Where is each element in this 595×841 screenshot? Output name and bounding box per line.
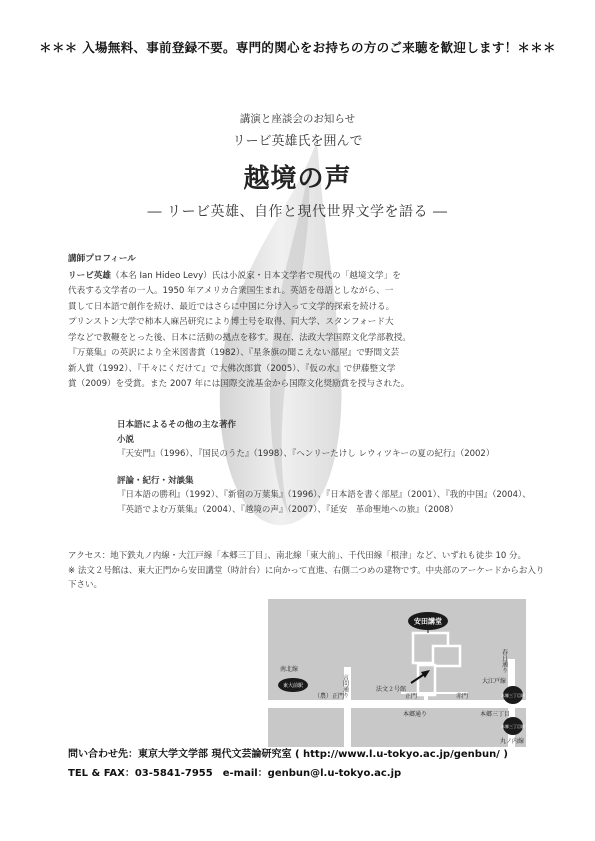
oedo-label: 大江戸線 [481,678,506,685]
campus-map [268,599,526,747]
profile-line: 代表する文学者の一人。1950 年アメリカ合衆国生まれ。英語を母語としながら、一 [68,286,394,296]
profile-name: リービ英雄 [68,270,111,281]
page-title: 越境の声 [243,164,352,194]
station-hongo-label-2: 本郷三丁目駅 [501,724,525,729]
admission-banner: ＊＊＊ 入場無料、事前登録不要。専門的関心をお持ちの方のご来聴を歓迎します！＊＊＊ [39,40,556,55]
map-background [268,599,526,747]
profile-line: 賞（2009）を受賞。また 2007 年には国際交流基金から国際文化奨励賞を授与された。 [68,379,410,389]
station-hongo-label: 本郷三丁目駅 [501,693,525,698]
hobun-building [418,665,435,695]
campus-building [433,646,460,666]
access-line: アクセス：地下鉄丸ノ内線・大江戸線「本郷三丁目」、南北線「東大前」、千代田線「根津」など、いずれも徒歩 10 分。 [68,551,526,561]
hongo-dori-road [268,700,526,708]
speaker-line: リービ英雄氏を囲んで [232,134,363,149]
kasuga-label: 春日通り [500,649,508,673]
event-notice: 講演と座談会のお知らせ [239,113,356,125]
access-note: ※ 法文２号館は、東大正門から安田講堂（時計台）に向かって直進、右側二つめの建物です。中央部のアーケードからお入り [68,565,545,576]
seimon-label: 正門 [405,693,418,700]
profile-line [68,269,533,285]
hongo-3-label: 本郷三丁目 [480,711,511,718]
essays-list-line: 『英語でよむ万葉集』（2004）、『越境の声』（2007）、『延安 革命聖地への旅』（2008） [117,504,459,515]
akamon-label: 赤門 [456,693,469,700]
hongo-dori-label: 本郷通り [403,711,428,718]
hobun-label: 法文２号館 [376,686,407,693]
marunouchi-label: 丸ノ内線 [500,738,525,745]
essays-heading: 評論・紀行・対談集 [117,475,194,486]
contact-line: 問い合わせ先：東京大学文学部 現代文芸論研究室 ( http://www.l.u-tokyo.ac.jp/genbun/ ) [68,749,508,760]
page-subtitle: ― リービ英雄、自作と現代世界文学を語る ― [147,204,448,220]
profile-line: プリンストン大学で柿本人麻呂研究により博士号を取得、同大学、スタンフォード大 [68,317,394,327]
essays-list-line: 『日本語の勝利』（1992）、『新宿の万葉集』（1996）、『日本語を書く部屋』（2001）、『我的中国』（2004）、 [117,490,531,500]
nanboku-label: 南北線 [280,666,299,673]
noumon-label: （農）正門 [314,693,345,700]
works-list [117,418,537,517]
access-info [68,549,568,593]
access-note: 下さい。 [68,580,103,590]
profile-heading: 講師プロフィール [68,254,136,264]
works-heading: 日本語によるその他の主な著作 [117,420,237,430]
profile-line: 『万葉集』の英訳により全米図書賞（1982）、『星条旗の聞こえない部屋』で野間文芸 [68,348,400,358]
speaker-profile [68,252,533,393]
novels-heading: 小説 [117,434,135,445]
kototoi-label: 言問通り [341,674,349,698]
profile-line: 学などで教鞭をとった後、日本に活動の拠点を移す。現在、法政大学国際文化学部教授。 [68,332,411,343]
todaimae-label: 東大前駅 [282,683,304,689]
profile-line: 新人賞（1992）、『千々にくだけて』で大佛次郎賞（2005）、『仮の水』で伊藤整文学 [68,363,396,374]
contact-tel-email: TEL & FAX：03-5841-7955 e-mail：genbun@l.u-tokyo.ac.jp [68,768,402,779]
yasuda-label: 安田講堂 [414,617,442,626]
contact-info [68,745,568,783]
profile-text: （本名 Ian Hideo Levy）氏は小説家・日本文学者で現代の「越境文学」を [110,270,401,281]
profile-line: 貫して日本語で創作を続け、最近ではさらに中国に分け入って文学的探索を続ける。 [68,301,395,312]
novels-list: 『天安門』（1996）、『国民のうた』（1998）、『ヘンリーたけし レウィツキーの夏の紀行』（2002） [117,449,495,459]
